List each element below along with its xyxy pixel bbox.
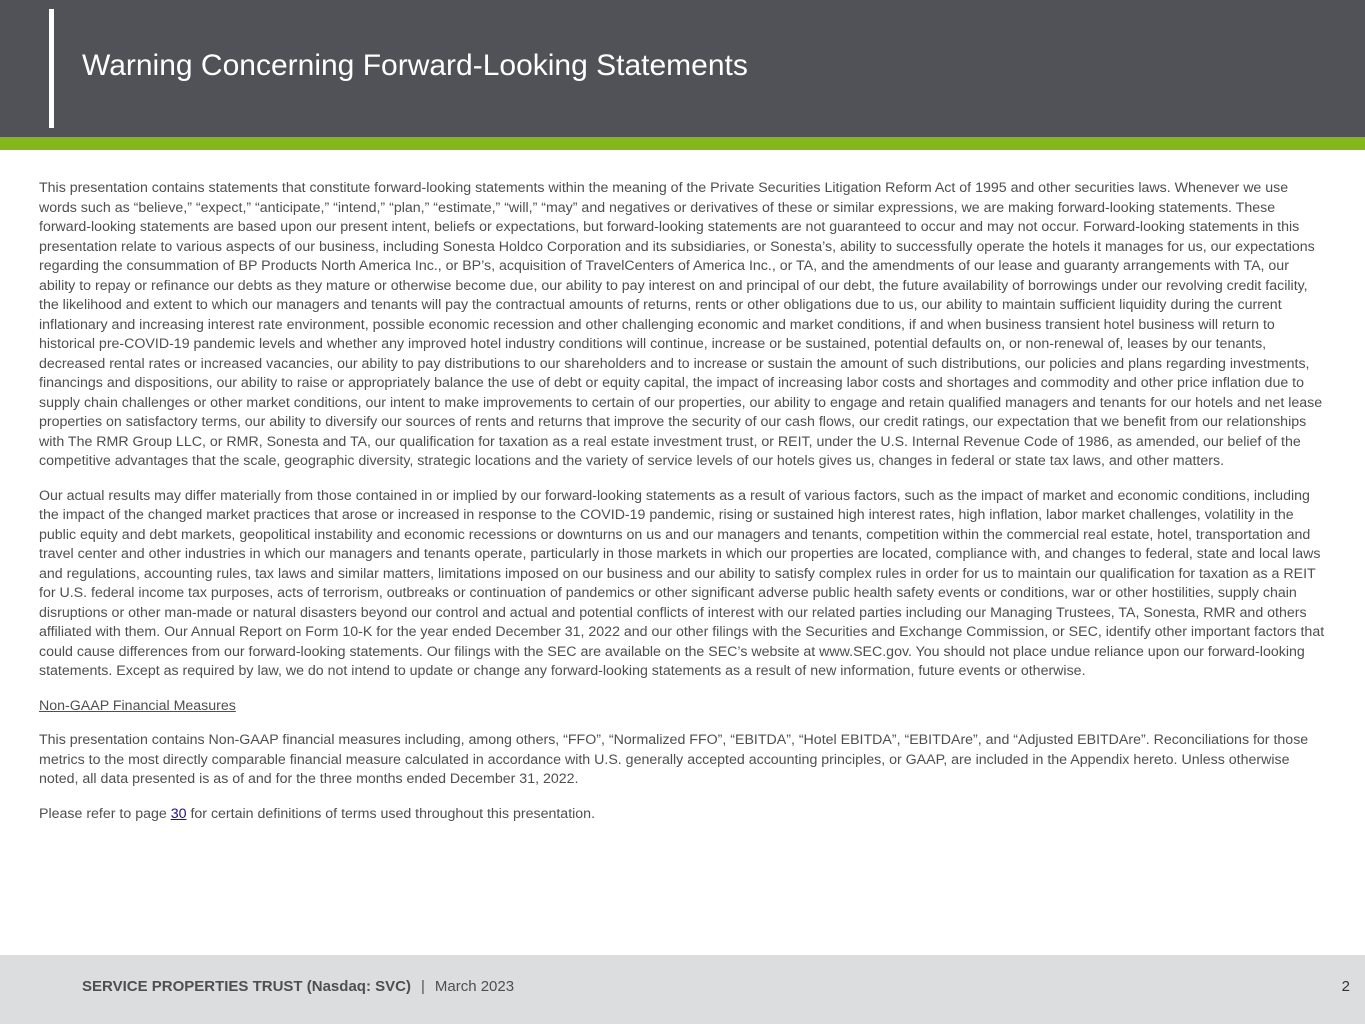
accent-stripe [0,137,1365,150]
footer [0,955,1365,1024]
non-gaap-paragraph: This presentation contains Non-GAAP financial measures including, among others, “FFO”, “Normalized FFO”, “EBITDA”, “Hotel EBITDA”, “EBITDAre”, and “Adjusted EBITDAre”. Reconciliations for those metrics to the most directly comparable financial measure calculated in accordance with U.S. generally accepted accounting principles, or GAAP, are included in the Appendix hereto. Unless otherwise noted, all data presented is as of and for the three months ended December 31, 2022. [39,732,1309,787]
footer-info [82,978,514,995]
forward-looking-paragraph: This presentation contains statements that constitute forward-looking statements within the meaning of the Private Securities Litigation Reform Act of 1995 and other securities laws. Whenever we use words such as “believe,” “expect,” “anticipate,” “intend,” “plan,” “estimate,” “will,” “may” and negatives or derivatives of these or similar expressions, we are making forward-looking statements. These forward-looking statements are based upon our present intent, beliefs or expectations, but forward-looking statements are not guaranteed to occur and may not occur. Forward-looking statements in this presentation relate to various aspects of our business, including Sonesta Holdco Corporation and its subsidiaries, or Sonesta’s, ability to successfully operate the hotels it manages for us, our expectations regarding the consummation of BP Products North America Inc., or BP’s, acquisition of TravelCenters of America Inc., or TA, and the amendments of our lease and guaranty arrangements with TA, our ability to repay or refinance our debts as they mature or otherwise become due, our ability to pay interest on and principal of our debt, the future availability of borrowings under our revolving credit facility, the likelihood and extent to which our managers and tenants will pay the contractual amounts of returns, rents or other obligations due to us, our ability to maintain sufficient liquidity during the current inflationary and increasing interest rate environment, possible economic recession and other challenging economic and market conditions, if and when business transient hotel business will return to historical pre-COVID-19 pandemic levels and whether any improved hotel industry conditions will continue, increase or be sustained, potential defaults on, or non-renewal of, leases by our tenants, decreased rental rates or increased vacancies, our ability to pay distributions to our shareholders and to increase or sustain the amount of such distributions, our policies and plans regarding investments, financings and dispositions, our ability to raise or appropriately balance the use of debt or equity capital, the impact of increasing labor costs and shortages and commodity and other price inflation due to supply chain challenges or other market conditions, our intent to make improvements to certain of our properties, our ability to engage and retain qualified managers and tenants for our hotels and net lease properties on satisfactory terms, our ability to diversify our sources of rents and returns that improve the security of our cash flows, our credit ratings, our expectation that we benefit from our relationships with The RMR Group LLC, or RMR, Sonesta and TA, our qualification for taxation as a real estate investment trust, or REIT, under the U.S. Internal Revenue Code of 1986, as amended, our belief of the competitive advantages that the scale, geographic diversity, strategic locations and the variety of service levels of our hotels gives us, changes in federal or state tax laws, and other matters. [39,180,1323,469]
risk-factors-paragraph: Our actual results may differ materially from those contained in or implied by our forward-looking statements as a result of various factors, such as the impact of market and economic conditions, including the impact of the changed market practices that arose or increased in response to the COVID-19 pandemic, rising or sustained high interest rates, high inflation, labor market challenges, volatility in the public equity and debt markets, geopolitical instability and economic recessions or downturns on us and our managers and tenants, competition within the commercial real estate, hotel, transportation and travel center and other industries in which our managers and tenants operate, particularly in those markets in which our properties are located, compliance with, and changes to federal, state and local laws and regulations, accounting rules, tax laws and similar matters, limitations imposed on our business and our ability to satisfy complex rules in order for us to maintain our qualification for taxation as a REIT for U.S. federal income tax purposes, acts of terrorism, outbreaks or continuation of pandemics or other significant adverse public health safety events or conditions, war or other hostilities, supply chain disruptions or other man-made or natural disasters beyond our control and actual and potential conflicts of interest with our related parties including our Managing Trustees, TA, Sonesta, RMR and others affiliated with them. Our Annual Report on Form 10-K for the year ended December 31, 2022 and our other filings with the Securities and Exchange Commission, or SEC, identify other important factors that could cause differences from our forward-looking statements. Our filings with the SEC are available on the SEC’s website at www.SEC.gov. You should not place undue reliance upon our forward-looking statements. Except as required by law, we do not intend to update or change any forward-looking statements as a result of new information, future events or otherwise. [39,487,1325,679]
non-gaap-heading: Non-GAAP Financial Measures [39,697,236,714]
header-divider [49,9,54,128]
page-number: 2 [1341,978,1350,995]
page-30-link[interactable]: 30 [170,805,187,822]
header-banner [0,0,1365,137]
refer-prefix: Please refer to page [39,805,171,822]
footer-date: March 2023 [434,978,515,995]
page-title: Warning Concerning Forward-Looking Statements [82,49,748,82]
refer-suffix: for certain definitions of terms used throughout this presentation. [186,805,596,822]
definitions-reference [39,805,1328,825]
footer-company: SERVICE PROPERTIES TRUST (Nasdaq: SVC) [82,978,411,995]
disclaimer-body [39,179,1328,839]
footer-separator: | [420,978,425,995]
